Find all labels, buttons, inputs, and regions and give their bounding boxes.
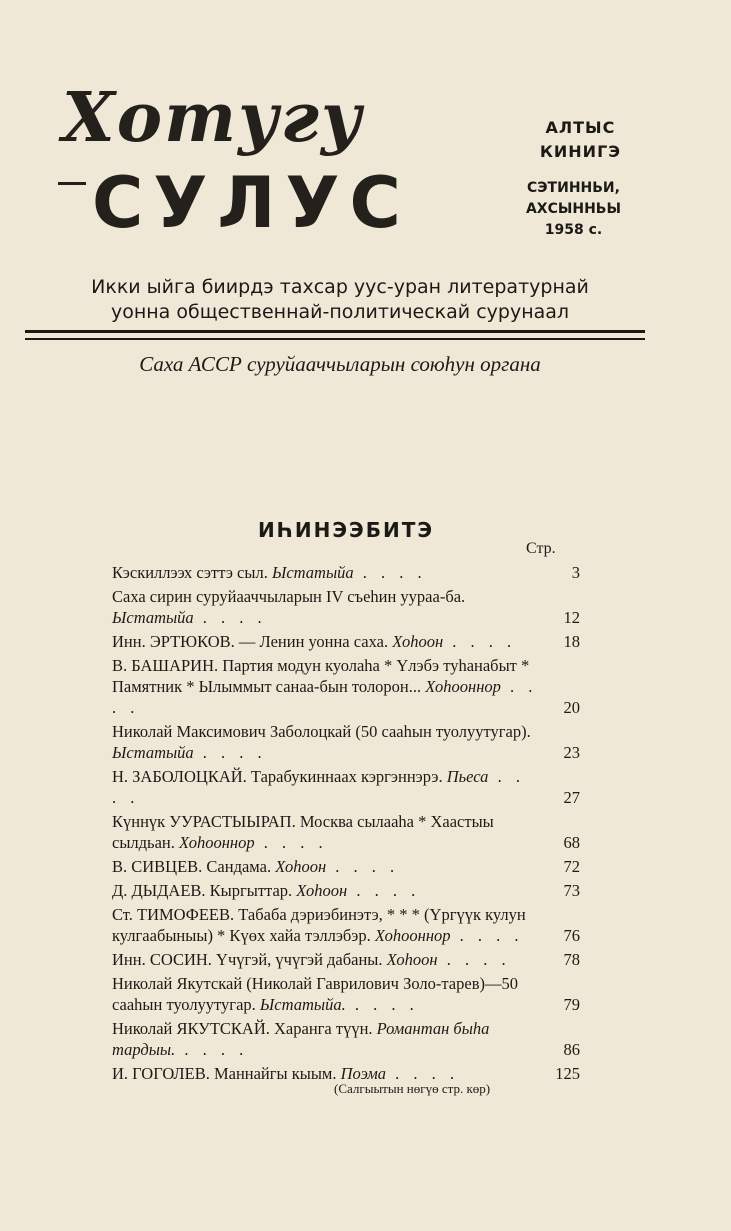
- toc-entry: [112, 655, 580, 718]
- toc-entry-genre: Ыстатыйа: [112, 608, 194, 627]
- toc-entry-genre: Хоһоон: [386, 950, 438, 969]
- toc-leader-dots: . . . .: [450, 926, 524, 945]
- toc-entry-genre: Хоһооннор: [178, 833, 255, 852]
- subtitle-line-2: уонна общественнай-политическай сурунаал: [110, 301, 570, 323]
- toc-entry-page-cell: [540, 949, 580, 970]
- toc-entry-genre: Хоһоон: [275, 857, 327, 876]
- issue-line-1: АЛТЫС: [545, 118, 616, 137]
- toc-leader-dots: . . . .: [175, 1040, 249, 1059]
- toc-entry-page-cell: [540, 1063, 580, 1084]
- toc-entry-page-cell: [540, 856, 580, 877]
- toc-entry-page: 86: [563, 1040, 580, 1059]
- toc-entry-title: Николай Якутскай (Николай Гаврилович Золо-тарев)—50 сааһын туолуутугар.: [112, 974, 518, 1014]
- toc-entry-page-cell: [540, 607, 580, 628]
- toc-entry-genre: Хоһоон: [392, 632, 444, 651]
- toc-entry-text: [112, 631, 540, 652]
- issue-number: [540, 116, 621, 164]
- toc-entry: [112, 880, 580, 901]
- toc-entry-title: Д. ДЫДАЕВ. Кыргыттар.: [112, 881, 293, 900]
- toc-entry-title: Кэскиллээх сэттэ сыл.: [112, 563, 268, 582]
- toc-entry-title: Николай ЯКУТСКАЙ. Харанга түүн.: [112, 1019, 373, 1038]
- toc-entry: [112, 856, 580, 877]
- toc-entry-title: Саха сирин суруйааччыларын IV съеһин уураа-ба.: [112, 587, 466, 606]
- month-line-1: СЭТИННЬИ,: [527, 180, 620, 196]
- subtitle-line-1: Икки ыйга биирдэ тахсар уус-уран литературнай: [91, 276, 589, 298]
- toc-entry-page: 125: [555, 1064, 580, 1083]
- toc-entry-page: 23: [563, 743, 580, 762]
- organ-line: Саха АССР суруйааччыларын союһун органа: [139, 352, 541, 376]
- toc-title: ИҺИНЭЭБИТЭ: [258, 518, 435, 542]
- toc-entry-page: 68: [563, 833, 580, 852]
- toc-entry: [112, 586, 580, 628]
- toc-entry-title: Н. ЗАБОЛОЦКАЙ. Тарабукиннаах кэргэннэрэ.: [112, 767, 443, 786]
- toc-entry-genre: Романтан быһа тардыы.: [112, 1019, 490, 1059]
- toc-entry-genre: Ыстатыйа: [112, 743, 194, 762]
- issue-year: 1958 с.: [544, 222, 603, 238]
- toc-leader-dots: . . . .: [386, 1064, 459, 1083]
- toc-entry-title: И. ГОГОЛЕВ. Маннайгы кыым.: [112, 1064, 337, 1083]
- toc-entry-page: 20: [563, 698, 580, 717]
- toc-entry: [112, 973, 580, 1015]
- toc-entry-title: Николай Максимович Заболоцкай (50 сааһын туолуутугар).: [112, 722, 531, 741]
- toc-leader-dots: . . . .: [437, 950, 511, 969]
- toc-leader-dots: . . . .: [112, 767, 525, 807]
- toc-entry-title: Инн. ЭРТЮКОВ. — Ленин уонна саха.: [112, 632, 389, 651]
- toc-entry-page-cell: [540, 631, 580, 652]
- toc-entry-title: Инн. СОСИН. Үчүгэй, үчүгэй дабаны.: [112, 950, 383, 969]
- toc-entry: [112, 949, 580, 970]
- toc-entry-page-cell: [540, 562, 580, 583]
- toc-entry-title: Ст. ТИМОФЕЕВ. Табаба дэриэбинэтэ, * * * (Үргүүк кулун кулгаабыныы) * Күөх хайа тэллэбэр.: [112, 905, 526, 945]
- toc-entry-text: [112, 904, 540, 946]
- toc-leader-dots: . . . .: [345, 995, 419, 1014]
- toc-leader-dots: . . . .: [193, 608, 267, 627]
- masthead-dash: [58, 182, 86, 185]
- toc-entry-text: [112, 811, 540, 853]
- toc-entry: [112, 631, 580, 652]
- toc-entry: [112, 904, 580, 946]
- toc-entry-title: В. СИВЦЕВ. Сандама.: [112, 857, 272, 876]
- masthead-title-block: СУЛУС: [92, 162, 411, 244]
- divider-thick: [25, 330, 645, 333]
- toc-entry-text: [112, 586, 540, 628]
- toc-entry-page-cell: [540, 697, 580, 718]
- toc-list: [112, 562, 580, 1087]
- toc-leader-dots: . . . .: [112, 677, 538, 717]
- toc-entry: [112, 766, 580, 808]
- toc-entry-text: [112, 766, 540, 808]
- toc-leader-dots: . . . .: [326, 857, 400, 876]
- toc-entry: [112, 1018, 580, 1060]
- toc-entry-genre: Хоһоон: [296, 881, 348, 900]
- toc-leader-dots: . . . .: [347, 881, 421, 900]
- toc-entry-page-cell: [540, 742, 580, 763]
- toc-entry-genre: Пьеса: [446, 767, 489, 786]
- issue-line-2: КИНИГЭ: [539, 142, 621, 161]
- toc-entry-genre: Хоһооннор: [374, 926, 451, 945]
- toc-entry-title: Күннүк УУРАСТЫЫРАП. Москва сылааһа * Хаастыы сылдьан.: [112, 812, 494, 852]
- toc-entry: [112, 721, 580, 763]
- toc-entry-page-cell: [540, 925, 580, 946]
- toc-entry-text: [112, 949, 540, 970]
- toc-entry: [112, 562, 580, 583]
- toc-entry-text: [112, 655, 540, 718]
- issue-date: [526, 178, 621, 241]
- toc-entry-genre: Поэма: [340, 1064, 386, 1083]
- toc-entry-page: 12: [563, 608, 580, 627]
- toc-entry-page: 27: [563, 788, 580, 807]
- toc-entry-text: [112, 973, 540, 1015]
- toc-entry-page: 18: [563, 632, 580, 651]
- toc-entry-text: [112, 562, 540, 583]
- toc-page-header: Стр.: [526, 540, 556, 557]
- divider-thin: [25, 338, 645, 340]
- journal-subtitle: [40, 275, 640, 325]
- toc-entry-text: [112, 880, 540, 901]
- toc-entry-genre: Ыстатыйа: [271, 563, 354, 582]
- toc-leader-dots: . . . .: [443, 632, 517, 651]
- toc-entry-page: 73: [563, 881, 580, 900]
- toc-entry-page: 72: [563, 857, 580, 876]
- toc-entry-page-cell: [540, 787, 580, 808]
- month-line-2: АХСЫННЬЫ: [525, 201, 621, 217]
- toc-entry-text: [112, 721, 540, 763]
- toc-entry-text: [112, 856, 540, 877]
- toc-entry-text: [112, 1018, 540, 1060]
- toc-entry-page-cell: [540, 832, 580, 853]
- toc-leader-dots: . . . .: [193, 743, 267, 762]
- toc-leader-dots: . . . .: [254, 833, 328, 852]
- toc-entry-page: 79: [563, 995, 580, 1014]
- toc-entry-page: 3: [571, 563, 580, 582]
- toc-entry-page-cell: [540, 880, 580, 901]
- toc-entry-page: 78: [563, 950, 580, 969]
- toc-entry-genre: Ыстатыйа.: [259, 995, 346, 1014]
- toc-entry-page-cell: [540, 1039, 580, 1060]
- toc-leader-dots: . . . .: [353, 563, 427, 582]
- toc-entry-page-cell: [540, 994, 580, 1015]
- toc-entry: [112, 811, 580, 853]
- toc-entry-title: В. БАШАРИН. Партия модун куолаһа * Үлэбэ туһанабыт * Памятник * Ылыммыт санаа-бын толорон...: [112, 656, 530, 696]
- masthead-title-script: Хотугу: [62, 78, 364, 158]
- toc-entry-genre: Хоһооннор: [425, 677, 501, 696]
- toc-entry-page: 76: [563, 926, 580, 945]
- continued-note: (Салгыытын нөгүө стр. көр): [334, 1081, 491, 1096]
